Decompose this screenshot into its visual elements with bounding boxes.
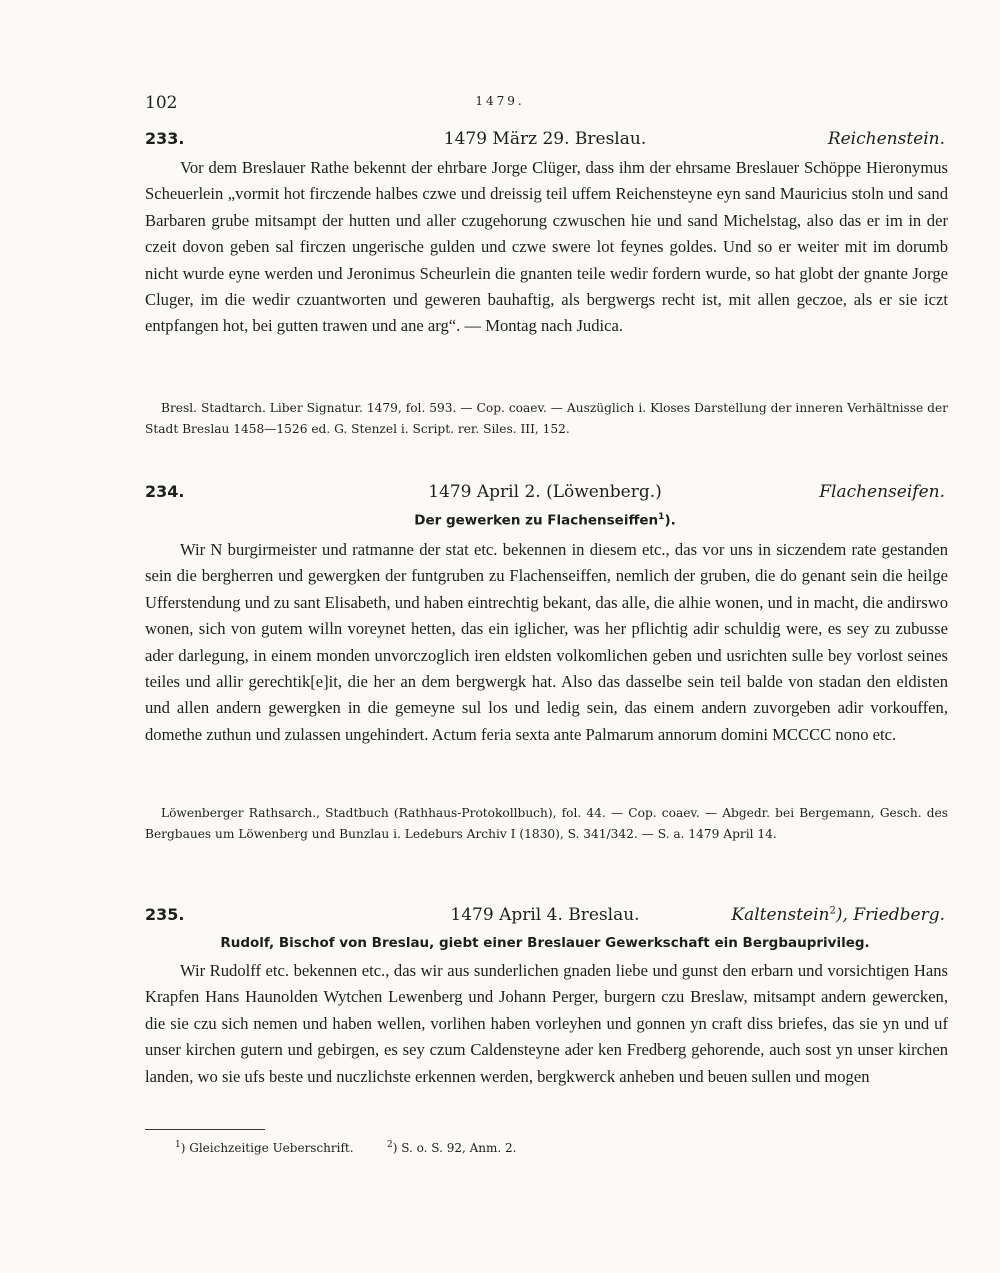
page-number: 102 [145, 93, 178, 113]
entry-date-place: 1479 April 2. (Löwenberg.) [428, 482, 662, 502]
running-head: 1479. [475, 94, 525, 108]
entry-number: 235. [145, 905, 185, 924]
entry-header-234 [145, 482, 945, 508]
subtitle-text: Der gewerken zu Flachenseiffen [414, 512, 659, 529]
entry-subtitle-235: Rudolf, Bischof von Breslau, giebt einer Breslauer Gewerkschaft ein Bergbauprivileg. [220, 935, 870, 951]
footnote-mark: 2 [829, 905, 836, 917]
footnote-text: Gleichzeitige Ueberschrift. [189, 1141, 354, 1155]
entry-header-233 [145, 129, 945, 155]
entry-source-note-234: Löwenberger Rathsarch., Stadtbuch (Rathhaus-Protokollbuch), fol. 44. — Cop. coaev. — Abgedr. bei Bergemann, Gesch. des Bergbaues um Löwenberg und Bunzlau i. Ledeburs Archiv I (1830), S. 341/342. — S. a. 1479 April 14. [145, 806, 948, 841]
footnote-text: S. o. S. 92, Anm. 2. [401, 1141, 517, 1155]
entry-header-235 [145, 905, 945, 931]
entry-location: Flachenseifen. [819, 482, 945, 502]
entry-number: 234. [145, 482, 185, 501]
footnote-mark: 2 [387, 1140, 393, 1150]
entry-location: Reichenstein. [827, 129, 945, 149]
footnote-2: $^2$) S. o. S. 92, Anm. 2. [387, 1140, 517, 1155]
entry-subtitle-234: Der gewerken zu Flachenseiffen$^1$). [414, 512, 676, 529]
location-text: Kaltenstein [731, 905, 830, 925]
footnote-mark: 1 [175, 1140, 181, 1150]
footnote-1: $^1$) Gleichzeitige Ueberschrift. [175, 1140, 354, 1155]
entry-source-note-233: Bresl. Stadtarch. Liber Signatur. 1479, fol. 593. — Cop. coaev. — Auszüglich i. Kloses Darstellung der inneren Verhältnisse der Stadt Breslau 1458—1526 ed. G. Stenzel i. Script. rer. Siles. III, 152. [145, 401, 948, 436]
entry-date-place: 1479 April 4. Breslau. [450, 905, 640, 925]
entry-date-place: 1479 März 29. Breslau. [443, 129, 647, 149]
entry-text-234: Wir N burgirmeister und ratmanne der stat etc. bekennen in diesem etc., das vor uns in siczendem rate gestanden sein die bergherren und gewergken der funtgruben zu Flachenseiffen, nemlich der gruben, die do genant sein die heilge Ufferstendung und zu sant Elisabeth, und haben eintrechtig bekant, das alle, die alhie wonen, und in macht, die andirswo wonen, sich von gutem willn voreynet hetten, das ein iglicher, was her pflichtig adir schuldig were, es sey zu zubusse ader darlegung, in einem monden unvorczoglich iren eldsten volkomlichen geben und usrichten sulle bey vorlost seines teiles und allir gerechtik[e]it, die her an dem bergwergk hat. Also das dasselbe sein teil balde von stadan den eldisten und allen andern gewergken in die gemeyne sul los und ledig sein, das einem andern zuvorgeben adir vorkouffen, domethe zuthun und zulassen ungehindert. Actum feria sexta ante Palmarum annorum domini MCCCC nono etc. [145, 540, 948, 744]
entry-text-233: Vor dem Breslauer Rathe bekennt der ehrbare Jorge Clüger, dass ihm der ehrsame Breslauer Schöppe Hieronymus Scheuerlein „vormit hot firczende halbes czwe und dreissig teil uffem Reichensteyne eyn sand Mauricius stoln und sand Barbaren grube mitsampt der hutten und aller czugehorung czwuschen hie und sand Michelstag, also das er im in der czeit dovon geben sal firczen ungerische gulden und czwe swere lot feynes goldes. Und so er weiter mit im dorumb nicht wurde eyne werden und Jeronimus Scheurlein die gnanten teile wedir fordern wurde, so hat globt der gnante Jorge Cluger, im die wedir czuantworten und geweren bauhaftig, als bergwergs recht ist, mit allen geczoe, als er sie iczt entpfangen hot, bei gutten trawen und ane arg“. — Montag nach Judica. [145, 158, 948, 336]
location-rest: , Friedberg. [842, 905, 945, 925]
entry-number: 233. [145, 129, 185, 148]
entry-location: Kaltenstein$^2$), Friedberg. [731, 905, 945, 925]
entry-text-235: Wir Rudolff etc. bekennen etc., das wir aus sunderlichen gnaden liebe und gunst den erbarn und vorsichtigen Hans Krapfen Hans Haunolden Wytchen Lewenberg und Johann Perger, burgern czu Breslaw, mitsampt andern gewercken, die sie czu sich nemen und haben wellen, vorlihen haben vorleyhen und gonnen yn craft diss briefes, das sie yn und uf unser kirchen gutern und gebirgen, es sey czum Caldensteyne ader ken Fredberg gehorende, auch sost yn unser kirchen landen, wo sie ufs beste und nuczlichste erkennen werden, bergkwerck anheben und beuen sullen und mogen [145, 961, 948, 1086]
footnote-divider [145, 1129, 265, 1130]
footnote-mark: 1 [658, 512, 665, 522]
